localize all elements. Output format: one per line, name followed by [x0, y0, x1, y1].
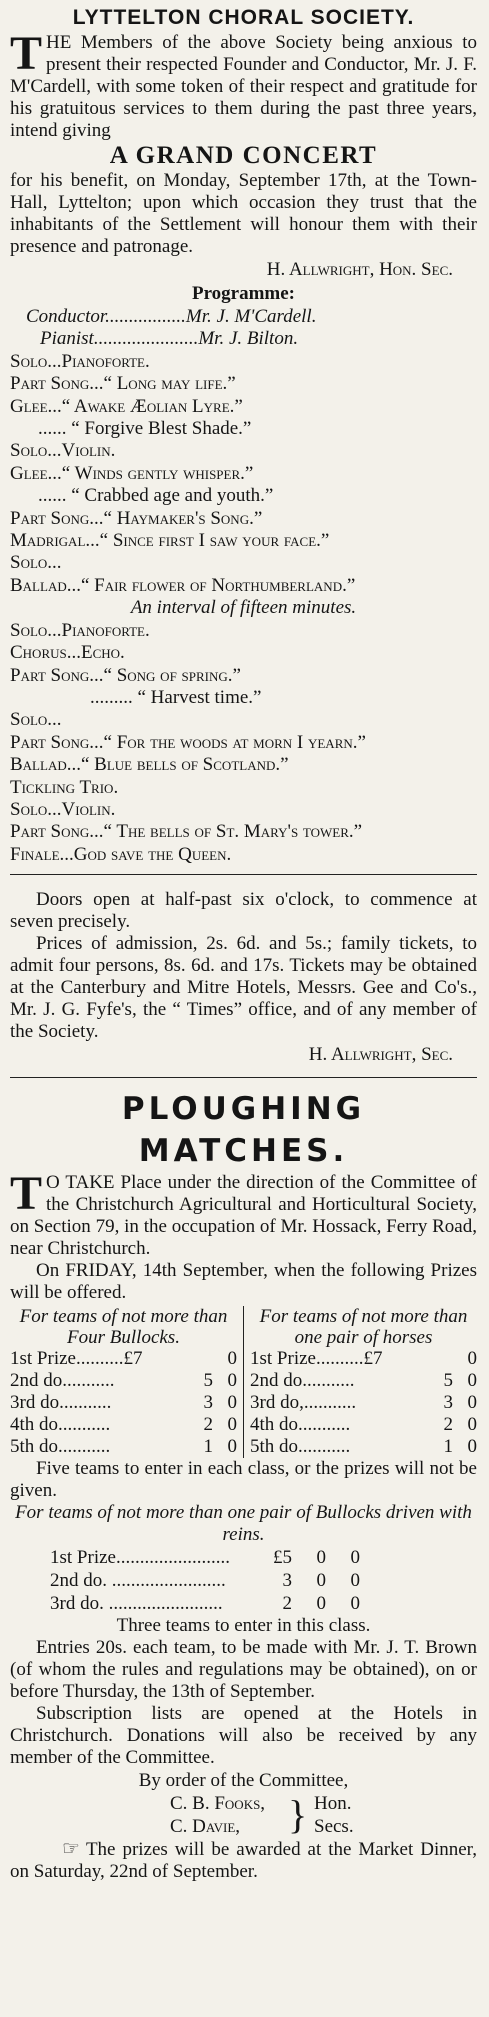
- ploughing-intro: [10, 1167, 477, 1260]
- programme-item: ...... “ Forgive Blest Shade.”: [38, 418, 252, 440]
- prize-shillings: 0: [467, 1392, 477, 1414]
- prize-shillings: 0: [467, 1348, 477, 1370]
- doors-open-text: Doors open at half-past six o'clock, to commence at seven precisely.: [10, 889, 477, 933]
- prize-row: [50, 1569, 360, 1592]
- ploughing-matches-title: PLOUGHING MATCHES.: [121, 1091, 366, 1170]
- prize-pounds: [427, 1348, 453, 1370]
- prize-label: 2nd do...........: [250, 1370, 355, 1392]
- prize-row: [50, 1546, 360, 1569]
- bullocks-column-heading: For teams of not more than Four Bullocks.: [19, 1306, 228, 1349]
- prize-label: 5th do...........: [250, 1436, 351, 1458]
- hon-sec-signature: H. Allwright, Hon. Sec.: [266, 259, 453, 280]
- prize-row: [250, 1414, 477, 1436]
- three-teams-text: Three teams to enter in this class.: [116, 1615, 371, 1637]
- prize-shillings: 0: [467, 1414, 477, 1436]
- choral-society-title: LYTTELTON CHORAL SOCIETY.: [72, 6, 415, 29]
- programme-interval: An interval of fifteen minutes.: [130, 597, 357, 619]
- prize-label: 3rd do...........: [10, 1392, 112, 1414]
- programme-item: Part Song...“ Long may life.”: [10, 373, 236, 395]
- programme-item: Solo...: [10, 709, 62, 731]
- prize-row: [250, 1392, 477, 1414]
- prize-shillings: 0: [227, 1436, 237, 1458]
- prize-label: 4th do...........: [10, 1414, 111, 1436]
- prize-pounds: [187, 1348, 213, 1370]
- prize-label: 3rd do. ........................: [50, 1593, 223, 1615]
- prize-label: 3rd do,...........: [250, 1392, 357, 1414]
- reins-class-heading: For teams of not more than one pair of Bullocks driven with reins.: [15, 1502, 472, 1546]
- prize-row: [50, 1592, 360, 1615]
- prize-shillings: 0: [227, 1348, 237, 1370]
- programme-item: Solo...Pianoforte.: [10, 619, 150, 641]
- prize-row: [10, 1436, 237, 1458]
- prize-shillings: 0: [227, 1370, 237, 1392]
- grand-concert-title: A GRAND CONCERT: [109, 142, 378, 169]
- prize-row: [10, 1392, 237, 1414]
- prize-pounds: 3: [443, 1392, 453, 1414]
- choral-intro: [10, 27, 477, 142]
- prize-row: [10, 1348, 237, 1370]
- programme-item: Tickling Trio.: [10, 776, 119, 798]
- brace: }: [288, 1792, 308, 1838]
- programme-list: [10, 306, 477, 866]
- prices-text: Prices of admission, 2s. 6d. and 5s.; family tickets, to admit four persons, 8s. 6d. and 17s. Tickets may be obtained at the Canterbury and Mitre Hotels, Messrs. Gee and Co's., Mr. J. G. Fyfe's, the “ Times” office, and of any member of the Society.: [10, 933, 477, 1043]
- programme-heading: Programme:: [191, 283, 296, 304]
- hon-secs-label: [314, 1792, 354, 1838]
- five-teams-text: Five teams to enter in each class, or the prizes will not be given.: [10, 1458, 477, 1502]
- programme-item: ......... “ Harvest time.”: [90, 686, 262, 708]
- programme-item: Pianist......................Mr. J. Bilton.: [40, 328, 299, 350]
- prize-pounds: 5: [443, 1370, 453, 1392]
- programme-item: Part Song...“ Haymaker's Song.”: [10, 507, 263, 529]
- prize-shillings: 0: [227, 1392, 237, 1414]
- prize-row: [10, 1370, 237, 1392]
- secretary-name: C. Davie,: [170, 1816, 241, 1838]
- committee-signatures: [170, 1792, 370, 1838]
- prize-shillings: 0: [467, 1436, 477, 1458]
- dropcap: T: [10, 1167, 43, 1221]
- prize-pounds: 5: [203, 1370, 213, 1392]
- programme-item: Part Song...“ Song of spring.”: [10, 664, 241, 686]
- prize-pounds: 2: [443, 1414, 453, 1436]
- prize-label: 1st Prize..........£7: [10, 1348, 143, 1370]
- prize-row: [250, 1370, 477, 1392]
- ploughing-intro-text: O TAKE Place under the direction of the Committee of the Christchurch Agricultural and Horticultural Society, on Section 79, in the occupation of Mr. Hossack, Ferry Road, near Christchurch.: [10, 1172, 477, 1260]
- prize-table: [10, 1306, 477, 1458]
- programme-item: Part Song...“ For the woods at morn I yearn.”: [10, 731, 366, 753]
- prize-label: 1st Prize..........£7: [250, 1348, 383, 1370]
- entries-text: Entries 20s. each team, to be made with Mr. J. T. Brown (of whom the rules and regulations may be obtained), on or before Thursday, the 13th of September.: [10, 1637, 477, 1703]
- final-note: [10, 1838, 477, 1883]
- programme-item: Finale...God save the Queen.: [10, 843, 232, 865]
- secs-label: Secs.: [314, 1816, 354, 1838]
- programme-item: Conductor.................Mr. J. M'Cardell.: [26, 306, 317, 327]
- programme-item: Solo...Violin.: [10, 440, 116, 462]
- programme-item: Part Song...“ The bells of St. Mary's tower.”: [10, 821, 363, 843]
- prize-label: 5th do...........: [10, 1436, 111, 1458]
- prize-pence: 0: [350, 1593, 360, 1615]
- prize-pounds: 2: [203, 1414, 213, 1436]
- prize-row: [250, 1436, 477, 1458]
- prize-label: 2nd do...........: [10, 1370, 115, 1392]
- dropcap: T: [10, 27, 43, 80]
- programme-item: Madrigal...“ Since first I saw your face.”: [10, 530, 330, 552]
- sec-signature: H. Allwright, Sec.: [308, 1044, 453, 1066]
- programme-item: Solo...Violin.: [10, 798, 116, 820]
- prize-pounds: £5: [273, 1547, 292, 1569]
- subscription-text: Subscription lists are opened at the Hotels in Christchurch. Donations will also be received by any member of the Committee.: [10, 1703, 477, 1769]
- choral-intro-text: HE Members of the above Society being anxious to present their respected Founder and Conductor, Mr. J. F. M'Cardell, with some token of their respect and gratitude for his gratuitous services to them during the past three years, intend giving: [10, 32, 477, 141]
- prize-label: 4th do...........: [250, 1414, 351, 1436]
- prize-pence: 0: [350, 1547, 360, 1569]
- horses-column-heading: For teams of not more than one pair of horses: [259, 1306, 468, 1349]
- reins-prize-table: [50, 1546, 360, 1615]
- prize-label: 2nd do. ........................: [50, 1570, 226, 1592]
- secretary-name: C. B. Fooks,: [170, 1793, 266, 1815]
- programme-item: Solo...: [10, 552, 62, 574]
- divider: [10, 874, 477, 875]
- prize-row: [10, 1414, 237, 1436]
- prize-pounds: 3: [282, 1570, 292, 1592]
- pointing-hand-icon: ☞: [62, 1838, 80, 1861]
- prize-label: 1st Prize........................: [50, 1547, 230, 1569]
- concert-benefit-text: for his benefit, on Monday, September 17th, at the Town-Hall, Lyttelton; upon which occasion they trust that the inhabitants of the Settlement will honour them with their presence and patronage.: [10, 170, 477, 257]
- prize-pounds: 2: [282, 1593, 292, 1615]
- prize-shillings: 0: [316, 1570, 326, 1592]
- prize-shillings: 0: [227, 1414, 237, 1436]
- programme-item: ...... “ Crabbed age and youth.”: [38, 485, 274, 507]
- prize-pounds: 1: [203, 1436, 213, 1458]
- hon-label: Hon.: [314, 1793, 352, 1815]
- final-note-text: The prizes will be awarded at the Market Dinner, on Saturday, 22nd of September.: [10, 1839, 477, 1883]
- programme-item: Ballad...“ Blue bells of Scotland.”: [10, 754, 289, 776]
- bullocks-column: [10, 1306, 244, 1458]
- prize-shillings: 0: [316, 1593, 326, 1615]
- prize-shillings: 0: [467, 1370, 477, 1392]
- programme-item: Solo...Pianoforte.: [10, 350, 150, 372]
- prize-pounds: 1: [443, 1436, 453, 1458]
- prize-shillings: 0: [316, 1547, 326, 1569]
- prize-pounds: 3: [203, 1392, 213, 1414]
- programme-item: Ballad...“ Fair flower of Northumberland.”: [10, 574, 356, 596]
- divider: [10, 1077, 477, 1078]
- friday-text: On FRIDAY, 14th September, when the following Prizes will be offered.: [10, 1260, 477, 1304]
- programme-item: Chorus...Echo.: [10, 642, 125, 664]
- horses-column: [244, 1306, 477, 1458]
- prize-row: [250, 1348, 477, 1370]
- programme-item: Glee...“ Winds gently whisper.”: [10, 462, 254, 484]
- prize-pence: 0: [350, 1570, 360, 1592]
- programme-item: Glee...“ Awake Æolian Lyre.”: [10, 395, 243, 417]
- by-order-text: By order of the Committee,: [138, 1770, 349, 1792]
